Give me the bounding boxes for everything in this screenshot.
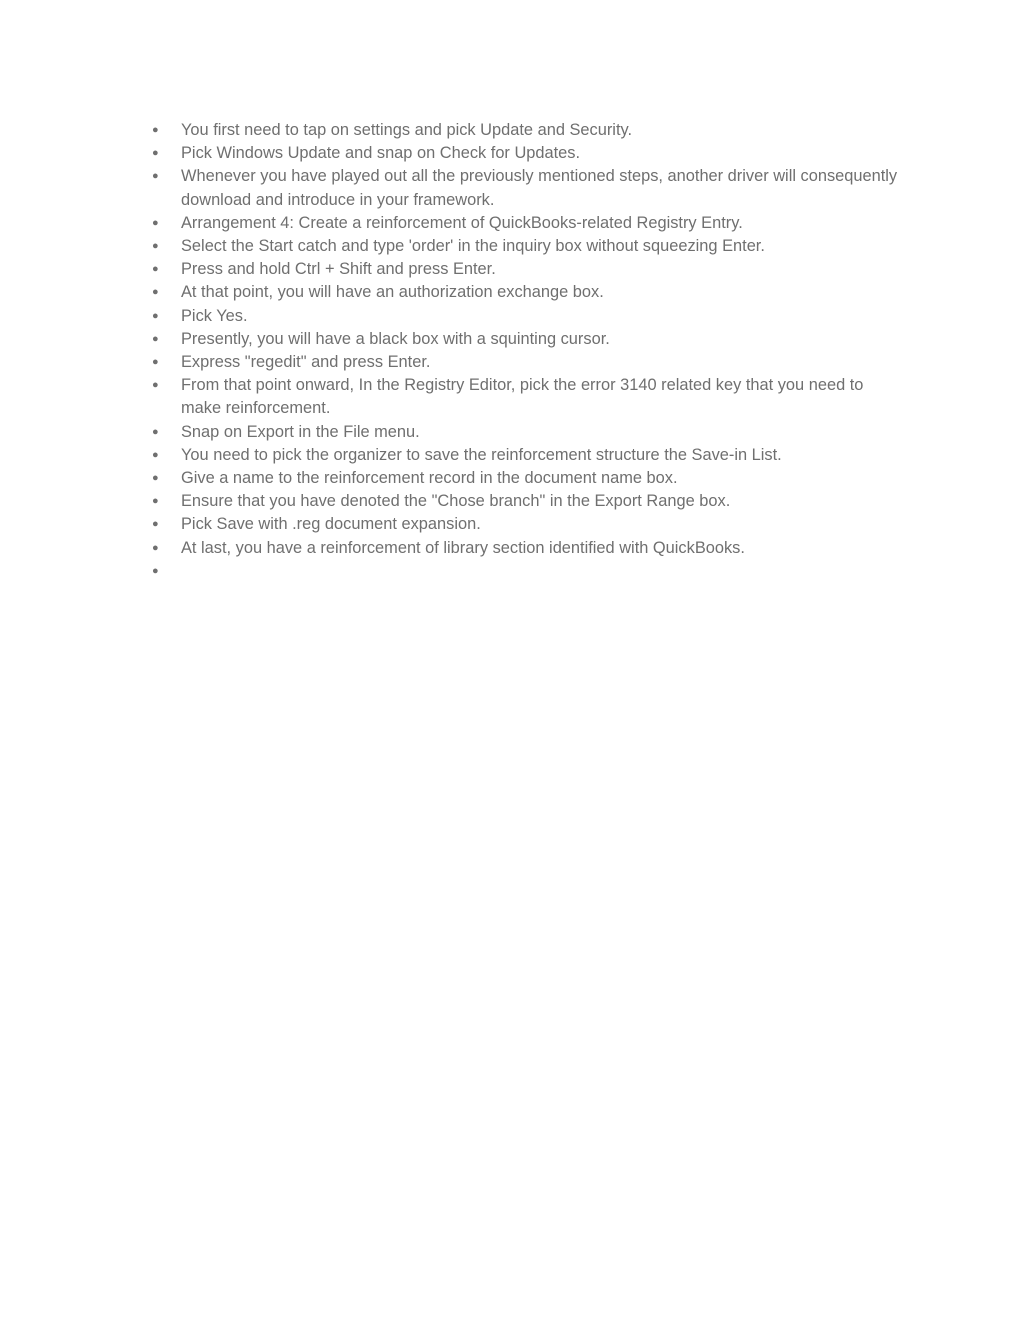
- bullet-icon: ●: [152, 564, 159, 577]
- bullet-icon: ●: [152, 286, 159, 299]
- list-item-text: [181, 560, 908, 583]
- list-item: [148, 513, 908, 536]
- list-item-text: At last, you have a reinforcement of library section identified with QuickBooks.: [181, 538, 745, 557]
- list-item: [148, 119, 908, 142]
- list-item-text: Express "regedit" and press Enter.: [181, 353, 431, 372]
- list-item-text: Pick Yes.: [181, 306, 248, 325]
- list-item: [148, 142, 908, 165]
- bullet-icon: ●: [152, 124, 159, 136]
- bullet-icon: ●: [152, 263, 159, 276]
- list-item-text: You first need to tap on settings and pick Update and Security.: [181, 121, 633, 139]
- list-item-text: At that point, you will have an authorization exchange box.: [181, 283, 604, 302]
- list-item: [148, 165, 908, 211]
- list-item: [148, 490, 908, 513]
- list-item-text: Ensure that you have denoted the "Chose branch" in the Export Range box.: [181, 492, 731, 511]
- list-item-text: You need to pick the organizer to save the reinforcement structure the Save-in List.: [181, 445, 782, 464]
- list-item-text: Presently, you will have a black box with a squinting cursor.: [181, 329, 610, 348]
- bullet-icon: ●: [152, 541, 159, 554]
- bullet-icon: ●: [152, 356, 159, 369]
- list-item-text: Arrangement 4: Create a reinforcement of QuickBooks-related Registry Entry.: [181, 213, 743, 232]
- bullet-icon: ●: [152, 495, 159, 508]
- bullet-icon: ●: [152, 309, 159, 322]
- list-item-text: Give a name to the reinforcement record in the document name box.: [181, 469, 678, 488]
- list-item-text: Whenever you have played out all the previously mentioned steps, another driver will consequently download and introduce in your framework.: [181, 167, 898, 209]
- list-item-text: Select the Start catch and type 'order' in the inquiry box without squeezing Enter.: [181, 237, 765, 256]
- list-item: [148, 328, 908, 351]
- bullet-icon: ●: [152, 425, 159, 438]
- bullet-icon: ●: [152, 147, 159, 160]
- bullet-icon: ●: [152, 379, 159, 392]
- bullet-icon: ●: [152, 240, 159, 253]
- list-item: [148, 537, 908, 560]
- list-item: [148, 258, 908, 281]
- list-item-text: Press and hold Ctrl + Shift and press Enter.: [181, 260, 496, 279]
- bullet-list: [148, 119, 908, 583]
- bullet-icon: ●: [152, 170, 159, 183]
- list-item: [148, 235, 908, 258]
- bullet-icon: ●: [152, 472, 159, 485]
- bullet-icon: ●: [152, 216, 159, 229]
- list-item: [148, 467, 908, 490]
- bullet-icon: ●: [152, 332, 159, 345]
- list-item: [148, 212, 908, 235]
- list-item-text: From that point onward, In the Registry Editor, pick the error 3140 related key that you need to make reinforcement.: [181, 376, 864, 418]
- list-item: [148, 421, 908, 444]
- list-item-text: Snap on Export in the File menu.: [181, 422, 420, 441]
- list-item: [148, 560, 908, 583]
- bullet-icon: ●: [152, 448, 159, 461]
- list-item: [148, 351, 908, 374]
- list-item: [148, 374, 908, 420]
- list-item: [148, 444, 908, 467]
- list-item-text: Pick Save with .reg document expansion.: [181, 515, 481, 534]
- list-item: [148, 281, 908, 304]
- list-item: [148, 305, 908, 328]
- list-item-text: Pick Windows Update and snap on Check for Updates.: [181, 144, 581, 163]
- bullet-icon: ●: [152, 518, 159, 531]
